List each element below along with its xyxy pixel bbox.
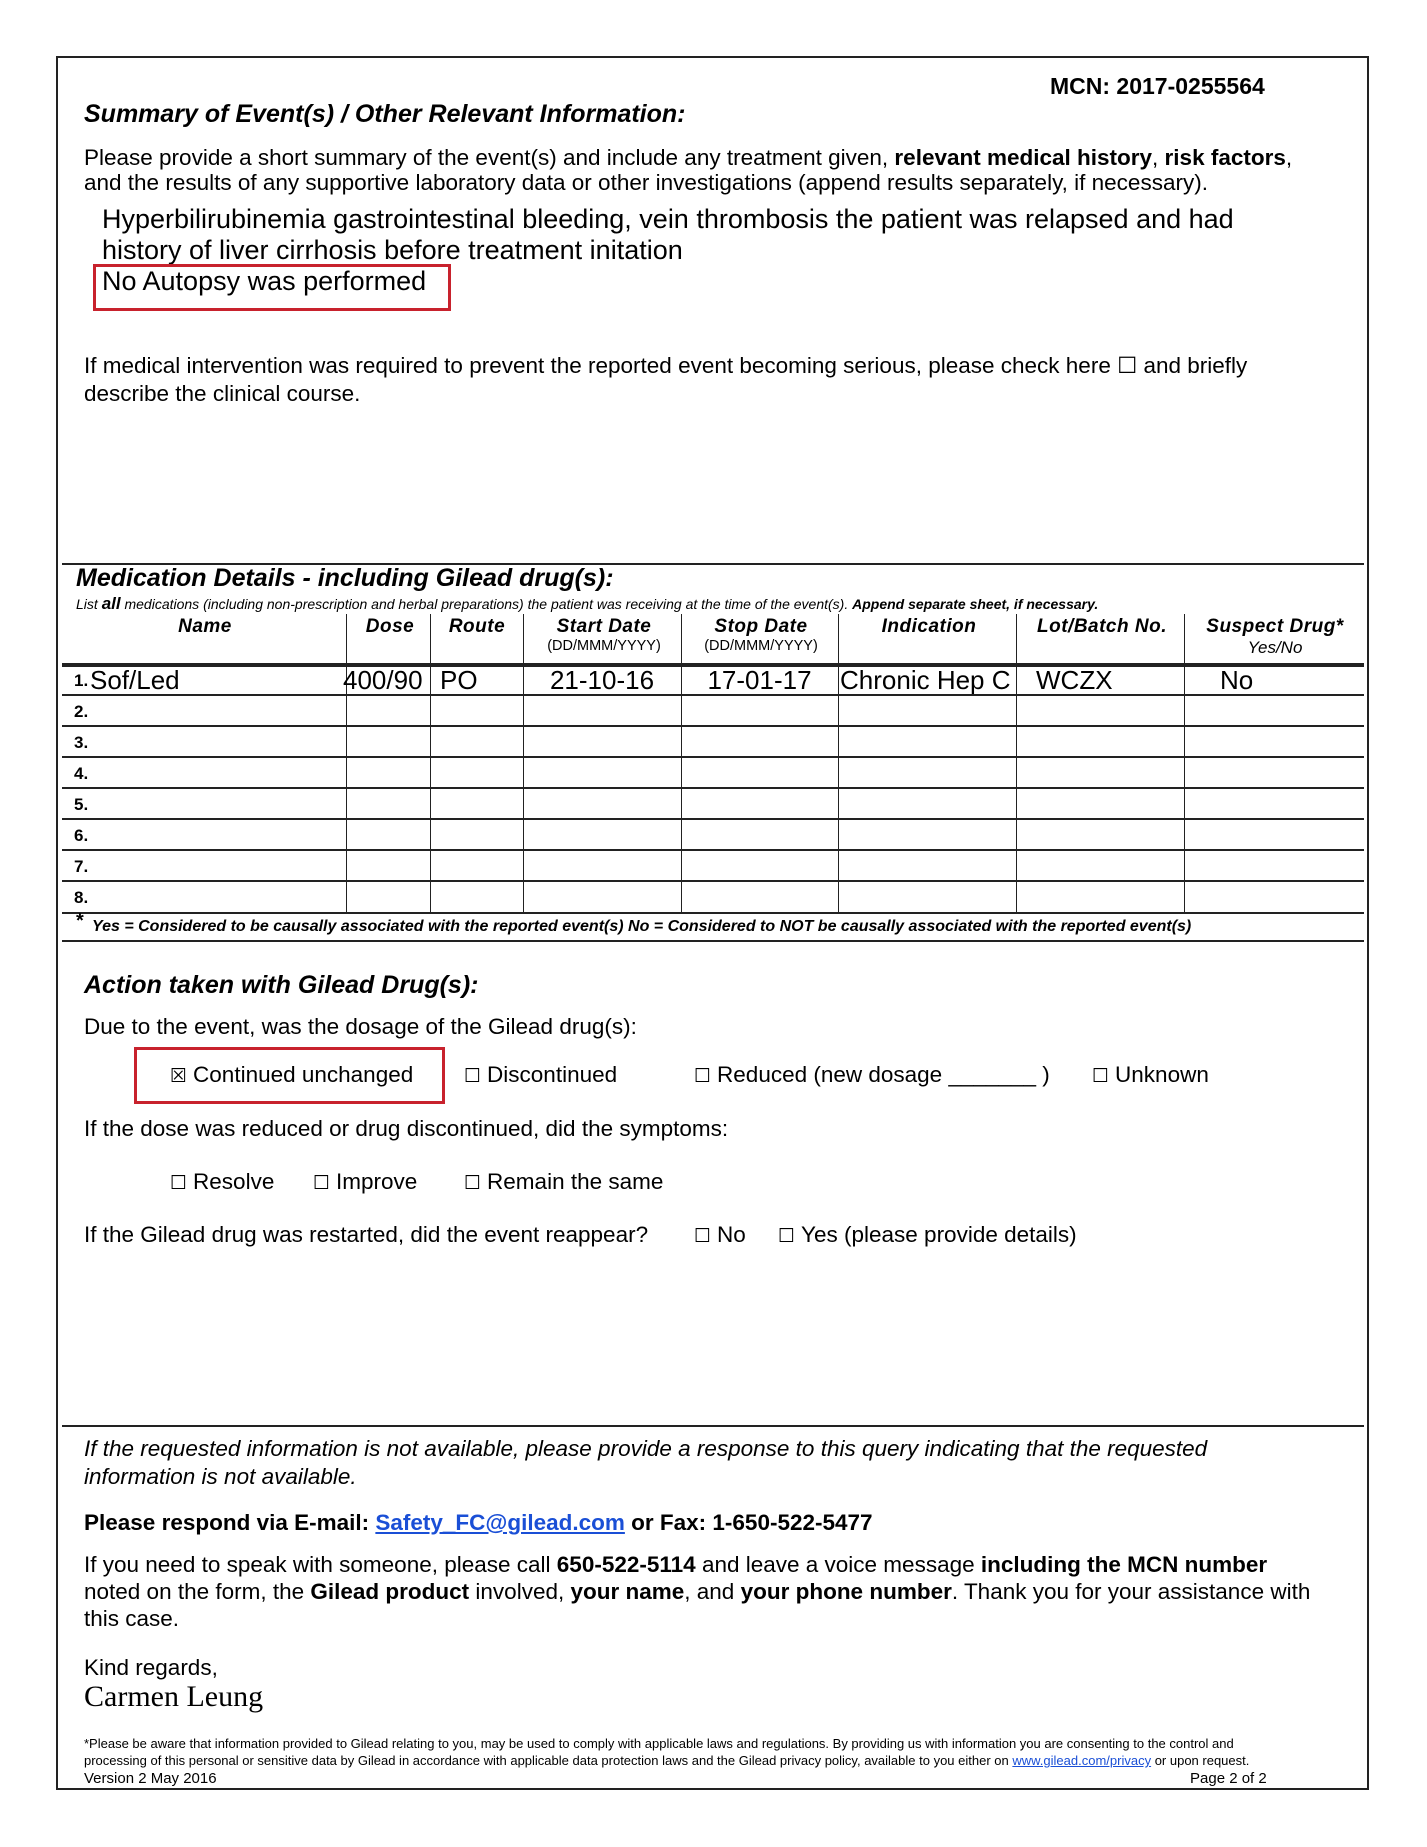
page-number: Page 2 of 2: [1190, 1770, 1267, 1787]
table-row-divider: [62, 818, 1364, 820]
option-reappear-yes[interactable]: ☐ Yes (please provide details): [778, 1222, 1077, 1247]
row-number: 5.: [74, 795, 89, 814]
col-header-start-format: (DD/MMM/YYYY): [547, 638, 661, 654]
closing-italic-line2: information is not available.: [84, 1464, 357, 1489]
cell-name[interactable]: Sof/Led: [90, 665, 180, 695]
row-number: 4.: [74, 764, 89, 783]
row-number: 1.: [74, 671, 89, 690]
intervention-line1: If medical intervention was required to prevent the reported event becoming serious, please check here ☐ and briefly: [84, 353, 1248, 378]
table-row-divider: [62, 880, 1364, 882]
col-header-suspect-sub: Yes/No: [1247, 638, 1303, 657]
kind-regards: Kind regards,: [84, 1655, 218, 1680]
checkbox-icon[interactable]: ☐: [464, 1065, 482, 1087]
col-line: [838, 614, 839, 912]
speak-line1: If you need to speak with someone, please call 650-522-5114 and leave a voice message including the MCN number: [84, 1552, 1268, 1577]
respond-line: Please respond via E-mail: Safety_FC@gilead.com or Fax: 1-650-522-5477: [84, 1510, 873, 1535]
summary-entry-line1[interactable]: Hyperbilirubinemia gastrointestinal bleeding, vein thrombosis the patient was relapsed and had: [102, 204, 1234, 234]
cell-start[interactable]: 21-10-16: [549, 665, 655, 695]
col-line: [430, 614, 431, 912]
divider-closing: [62, 1425, 1364, 1427]
cell-suspect[interactable]: No: [1220, 665, 1254, 695]
cell-indication[interactable]: Chronic Hep C: [840, 665, 1011, 695]
summary-instructions-line2: and the results of any supportive laboratory data or other investigations (append results separately, if necessary).: [84, 170, 1208, 195]
checkbox-checked-icon[interactable]: ☒: [170, 1065, 188, 1087]
col-line: [523, 614, 524, 912]
highlight-box-autopsy: [93, 264, 451, 311]
checkbox-icon[interactable]: ☐: [694, 1225, 712, 1247]
action-heading: Action taken with Gilead Drug(s):: [84, 971, 479, 999]
speak-line3: this case.: [84, 1606, 180, 1631]
checkbox-icon[interactable]: ☐: [778, 1225, 796, 1247]
row-number: 8.: [74, 888, 89, 907]
action-question2: If the dose was reduced or drug discontinued, did the symptoms:: [84, 1116, 729, 1141]
divider-footnote: [62, 940, 1364, 942]
col-line: [1016, 614, 1017, 912]
summary-heading: Summary of Event(s) / Other Relevant Information:: [84, 100, 686, 128]
action-question3: If the Gilead drug was restarted, did the event reappear?: [84, 1222, 649, 1247]
col-header-start: Start Date: [556, 616, 652, 637]
row-number: 2.: [74, 702, 89, 721]
col-header-stop: Stop Date: [714, 616, 808, 637]
medication-heading: Medication Details - including Gilead drug(s):: [76, 564, 614, 592]
option-improve[interactable]: ☐ Improve: [313, 1169, 418, 1194]
col-header-suspect: Suspect Drug*: [1206, 616, 1344, 637]
checkbox-icon[interactable]: ☐: [464, 1172, 482, 1194]
col-line: [681, 614, 682, 912]
col-header-lot: Lot/Batch No.: [1037, 616, 1167, 637]
footnote-star: *: [76, 910, 84, 932]
summary-instructions-line1: Please provide a short summary of the event(s) and include any treatment given, relevant medical history, risk factors,: [84, 145, 1293, 170]
row-number: 6.: [74, 826, 89, 845]
action-question1: Due to the event, was the dosage of the Gilead drug(s):: [84, 1014, 637, 1039]
cell-lot[interactable]: WCZX: [1036, 665, 1113, 695]
col-header-indication: Indication: [881, 616, 977, 637]
summary-entry-line2[interactable]: history of liver cirrhosis before treatment initation: [102, 235, 683, 265]
col-header-dose: Dose: [365, 616, 415, 637]
checkbox-icon[interactable]: ☐: [694, 1065, 712, 1087]
option-discontinued[interactable]: ☐ Discontinued: [464, 1062, 618, 1087]
option-reduced[interactable]: ☐ Reduced (new dosage _______ ): [694, 1062, 1050, 1087]
col-header-name: Name: [178, 616, 232, 637]
table-row-divider: [62, 756, 1364, 758]
table-row-divider: [62, 849, 1364, 851]
table-row-divider: [62, 787, 1364, 789]
table-header-divider: [62, 665, 1364, 667]
option-remain-same[interactable]: ☐ Remain the same: [464, 1169, 664, 1194]
row-number: 7.: [74, 857, 89, 876]
checkbox-icon[interactable]: ☐: [313, 1172, 331, 1194]
privacy-link[interactable]: www.gilead.com/privacy: [1012, 1753, 1152, 1768]
col-line: [1184, 614, 1185, 912]
col-header-route: Route: [448, 616, 506, 637]
col-header-stop-format: (DD/MMM/YYYY): [704, 638, 818, 654]
cell-stop[interactable]: 17-01-17: [707, 665, 812, 695]
option-resolve[interactable]: ☐ Resolve: [170, 1169, 275, 1194]
closing-italic-line1: If the requested information is not available, please provide a response to this query indicating that the requested: [84, 1436, 1208, 1461]
option-unknown[interactable]: ☐ Unknown: [1092, 1062, 1209, 1087]
checkbox-icon[interactable]: ☐: [170, 1172, 188, 1194]
cell-route[interactable]: PO: [440, 665, 478, 695]
intervention-line2: describe the clinical course.: [84, 381, 361, 406]
medication-subheading: List all medications (including non-prescription and herbal preparations) the patient was receiving at the time of the event(s). Append separate sheet, if necessary.: [76, 594, 1099, 613]
col-line: [346, 614, 347, 912]
cell-dose[interactable]: 400/90: [343, 665, 423, 695]
privacy-line2: processing of this personal or sensitive data by Gilead in accordance with applicable data protection laws and the Gilead privacy policy, available to you either on www.gilead.com/privacy or upon request.: [84, 1753, 1250, 1768]
row-number: 3.: [74, 733, 89, 752]
option-continued-unchanged[interactable]: ☒ Continued unchanged: [170, 1062, 414, 1087]
email-link[interactable]: Safety_FC@gilead.com: [375, 1510, 625, 1535]
speak-line2: noted on the form, the Gilead product involved, your name, and your phone number. Thank you for your assistance with: [84, 1579, 1311, 1604]
mcn-number: MCN: 2017-0255564: [1050, 73, 1265, 99]
checkbox-icon[interactable]: ☐: [1092, 1065, 1110, 1087]
version-label: Version 2 May 2016: [84, 1770, 217, 1787]
summary-entry-autopsy[interactable]: No Autopsy was performed: [102, 266, 427, 296]
table-row-divider: [62, 694, 1364, 696]
option-reappear-no[interactable]: ☐ No: [694, 1222, 746, 1247]
table-row-divider: [62, 725, 1364, 727]
highlight-box-continued: [134, 1047, 445, 1104]
signature: Carmen Leung: [84, 1680, 264, 1713]
divider-table-bottom: [62, 912, 1364, 914]
table-footnote: Yes = Considered to be causally associated with the reported event(s) No = Considered to NOT be causally associated with the reported event(s): [92, 918, 1192, 935]
privacy-line1: *Please be aware that information provided to Gilead relating to you, may be used to comply with applicable laws and regulations. By providing us with information you are consenting to the control and: [84, 1736, 1234, 1751]
